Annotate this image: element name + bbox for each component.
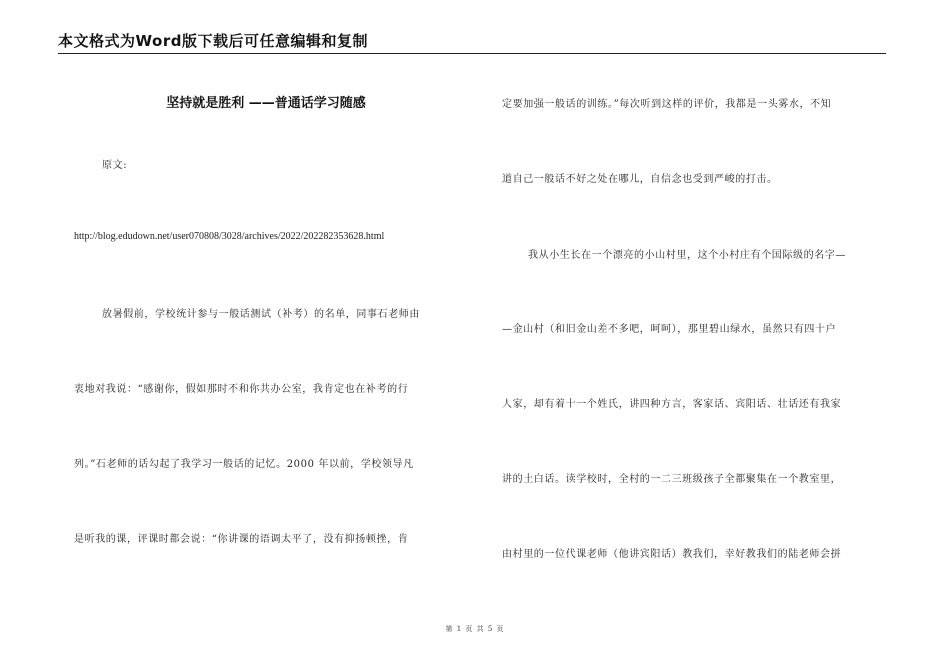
right-line-6: 讲的土白话。读学校时，全村的一二三班级孩子全都聚集在一个教室里，: [502, 474, 842, 485]
left-line-1: 原文:: [102, 160, 128, 171]
document-header: 本文格式为Word版下载后可任意编辑和复制: [58, 32, 368, 50]
right-line-3: 我从小生长在一个漂亮的小山村里，这个小村庄有个国际级的名字—: [528, 250, 846, 261]
right-line-4: —金山村（和旧金山差不多吧，呵呵），那里碧山绿水，虽然只有四十户: [502, 324, 837, 335]
source-url: http://blog.edudown.net/user070808/3028/archives/2022/202282353628.html: [74, 231, 385, 242]
page-number: 第 1 页 共 5 页: [445, 625, 505, 633]
left-line-3: 放暑假前，学校统计参与一般话测试（补考）的名单，同事石老师由: [102, 309, 420, 320]
left-line-4: 衷地对我说：“感谢你，假如那时不和你共办公室，我肯定也在补考的行: [74, 384, 409, 395]
left-line-6: 是听我的课，评课时都会说：“你讲课的语调太平了，没有抑扬顿挫，肯: [74, 534, 409, 545]
right-line-1: 定要加强一般话的训练。”每次听到这样的评价，我都是一头雾水，不知: [502, 99, 832, 110]
left-line-5: 列。”石老师的话勾起了我学习一般话的记忆。2000 年以前，学校领导凡: [74, 459, 414, 470]
article-title: 坚持就是胜利 ——普通话学习随感: [166, 96, 366, 111]
right-line-2: 道自己一般话不好之处在哪儿，自信念也受到严峻的打击。: [502, 174, 778, 185]
right-line-5: 人家，却有着十一个姓氏，讲四种方言，客家话、宾阳话、壮话还有我家: [502, 399, 842, 410]
header-divider: [58, 53, 886, 54]
right-line-7: 由村里的一位代课老师（他讲宾阳话）教我们，幸好教我们的陆老师会拼: [502, 549, 842, 560]
